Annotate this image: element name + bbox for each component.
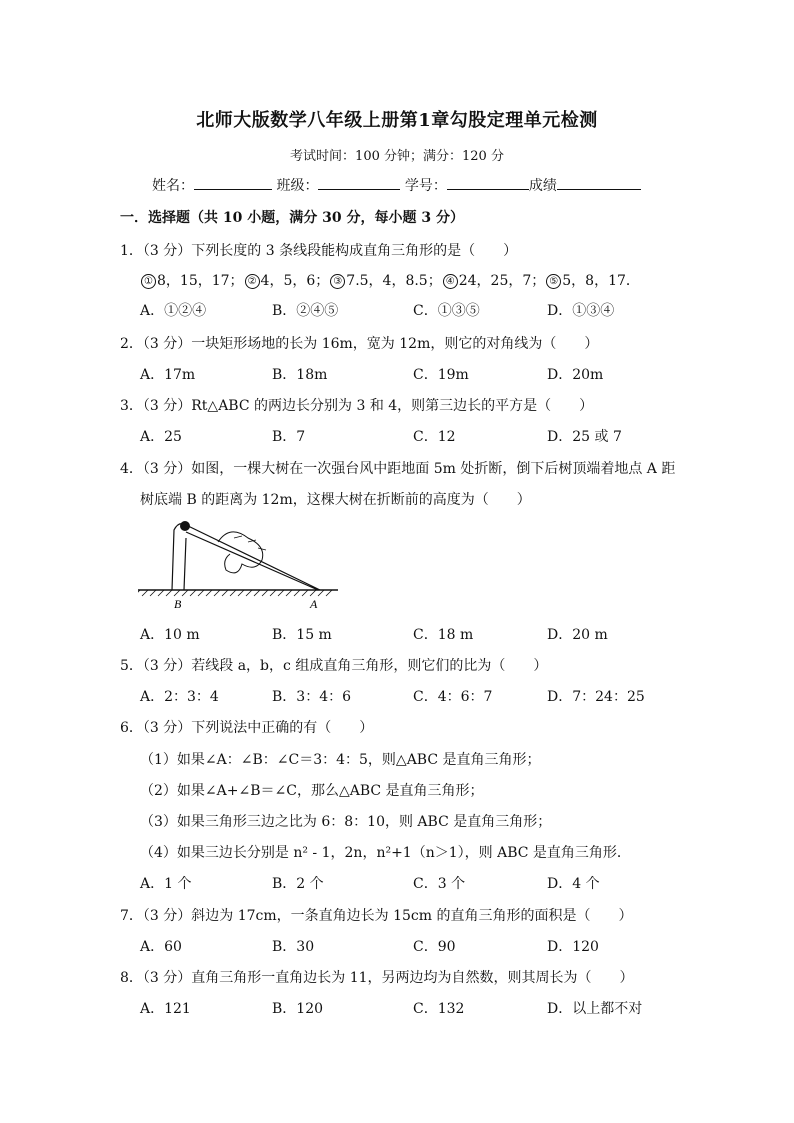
q1-option-b-text: ②④⑤ bbox=[296, 303, 339, 319]
tree-trunk-right bbox=[184, 538, 186, 590]
q5-option-a[interactable]: A．2：3：4 bbox=[140, 689, 219, 705]
q2-option-b[interactable]: B．18m bbox=[272, 367, 328, 383]
q8-option-c[interactable]: C．132 bbox=[413, 1001, 465, 1017]
q1-option-c[interactable] bbox=[413, 300, 480, 320]
q1-option-a-letter: A． bbox=[140, 303, 165, 319]
q4-option-b[interactable]: B．15 m bbox=[272, 627, 332, 643]
q1-option-b-letter: B． bbox=[272, 303, 297, 319]
q7-option-c[interactable]: C．90 bbox=[413, 939, 456, 955]
question-6-item-1: （1）如果∠A：∠B：∠C＝3：4：5，则△ABC 是直角三角形； bbox=[140, 752, 541, 768]
q2-option-a[interactable]: A．17m bbox=[140, 367, 196, 383]
q5-option-c[interactable]: C．4：6：7 bbox=[413, 689, 493, 705]
group-3-marker: ③ bbox=[330, 274, 345, 289]
question-6-item-2: （2）如果∠A+∠B＝∠C，那么△ABC 是直角三角形； bbox=[140, 783, 484, 799]
question-4-stem-cont: 树底端 B 的距离为 12m，这棵大树在折断前的高度为（ ） bbox=[140, 492, 531, 508]
q7-option-d[interactable]: D．120 bbox=[547, 939, 599, 955]
group-2-text: 4，5，6； bbox=[260, 273, 330, 289]
group-4-text: 24，25，7； bbox=[458, 273, 546, 289]
q4-option-d[interactable]: D．20 m bbox=[547, 627, 608, 643]
group-1-marker: ① bbox=[141, 274, 156, 289]
q5-option-d[interactable]: D．7：24：25 bbox=[547, 689, 645, 705]
group-4-marker: ④ bbox=[443, 274, 458, 289]
q6-option-b[interactable]: B．2 个 bbox=[272, 876, 324, 892]
q4-option-c[interactable]: C．18 m bbox=[413, 627, 474, 643]
q6-option-a[interactable]: A．1 个 bbox=[140, 876, 192, 892]
question-6-item-3: （3）如果三角形三边之比为 6：8：10，则 ABC 是直角三角形； bbox=[140, 814, 552, 830]
ground-hatching bbox=[138, 590, 332, 596]
student-id-label: 学号： bbox=[404, 178, 447, 194]
q3-option-b[interactable]: B．7 bbox=[272, 429, 306, 445]
q8-option-a[interactable]: A．121 bbox=[140, 1001, 191, 1017]
q7-option-a[interactable]: A．60 bbox=[140, 939, 182, 955]
q1-option-b[interactable] bbox=[272, 300, 338, 320]
fallen-trunk bbox=[184, 524, 320, 590]
q1-option-c-text: ①③⑤ bbox=[437, 303, 480, 319]
question-2-stem: 2．（3 分）一块矩形场地的长为 16m，宽为 12m，则它的对角线为（ ） bbox=[120, 336, 599, 352]
q1-option-c-letter: C． bbox=[413, 303, 438, 319]
q7-option-b[interactable]: B．30 bbox=[272, 939, 315, 955]
question-6-item-4: （4）如果三边长分别是 n² - 1，2n，n²+1（n＞1），则 ABC 是直角三角形． bbox=[140, 845, 631, 861]
score-label: 成绩 bbox=[528, 178, 557, 194]
student-id-blank[interactable] bbox=[447, 175, 529, 190]
exam-subtitle: 考试时间：100 分钟；满分：120 分 bbox=[290, 149, 504, 164]
q2-option-d[interactable]: D．20m bbox=[547, 367, 604, 383]
q6-option-c[interactable]: C．3 个 bbox=[413, 876, 466, 892]
name-label: 姓名： bbox=[152, 178, 194, 194]
q1-option-a[interactable] bbox=[140, 300, 206, 320]
break-point bbox=[180, 521, 190, 531]
point-a-label: A bbox=[310, 597, 318, 611]
q3-option-a[interactable]: A．25 bbox=[140, 429, 182, 445]
question-3-stem: 3．（3 分）Rt△ABC 的两边长分别为 3 和 4，则第三边长的平方是（ ） bbox=[120, 398, 594, 414]
question-4-stem: 4．（3 分）如图，一棵大树在一次强台风中距地面 5m 处折断，倒下后树顶端着地点 A 距 bbox=[120, 461, 676, 477]
group-2-marker: ② bbox=[245, 274, 260, 289]
question-6-stem: 6．（3 分）下列说法中正确的有（ ） bbox=[120, 720, 374, 736]
q1-option-d-letter: D． bbox=[547, 303, 573, 319]
tree-crown bbox=[218, 532, 263, 573]
tree-trunk-left bbox=[172, 524, 184, 590]
question-5-stem: 5．（3 分）若线段 a，b，c 组成直角三角形，则它们的比为（ ） bbox=[120, 658, 548, 674]
q3-option-d[interactable]: D．25 或 7 bbox=[547, 429, 622, 445]
group-5-marker: ⑤ bbox=[546, 274, 561, 289]
section-heading: 一．选择题（共 10 小题，满分 30 分，每小题 3 分） bbox=[120, 210, 464, 226]
name-blank[interactable] bbox=[194, 175, 272, 190]
q1-option-a-text: ①②④ bbox=[164, 303, 207, 319]
q6-option-d[interactable]: D．4 个 bbox=[547, 876, 600, 892]
group-3-text: 7.5，4，8.5； bbox=[346, 273, 442, 289]
score-blank[interactable] bbox=[557, 175, 641, 190]
page-title: 北师大版数学八年级上册第1章勾股定理单元检测 bbox=[196, 110, 598, 131]
class-label: 班级： bbox=[276, 178, 319, 194]
question-1-groups bbox=[140, 270, 640, 290]
q1-option-d[interactable] bbox=[547, 300, 614, 320]
q8-option-d[interactable]: D．以上都不对 bbox=[547, 1001, 643, 1017]
q1-option-d-text: ①③④ bbox=[572, 303, 615, 319]
broken-tree-figure bbox=[138, 516, 338, 616]
point-b-label: B bbox=[174, 597, 182, 611]
student-info-row bbox=[152, 175, 641, 195]
class-blank[interactable] bbox=[318, 175, 400, 190]
q5-option-b[interactable]: B．3：4：6 bbox=[272, 689, 352, 705]
group-1-text: 8，15，17； bbox=[157, 273, 244, 289]
question-8-stem: 8．（3 分）直角三角形一直角边长为 11，另两边均为自然数，则其周长为（ ） bbox=[120, 970, 634, 986]
q2-option-c[interactable]: C．19m bbox=[413, 367, 469, 383]
question-7-stem: 7．（3 分）斜边为 17cm，一条直角边长为 15cm 的直角三角形的面积是（ ） bbox=[120, 908, 633, 924]
question-1-stem: 1．（3 分）下列长度的 3 条线段能构成直角三角形的是（ ） bbox=[120, 243, 518, 259]
group-5-text: 5，8，17． bbox=[562, 273, 640, 289]
q3-option-c[interactable]: C．12 bbox=[413, 429, 456, 445]
q8-option-b[interactable]: B．120 bbox=[272, 1001, 324, 1017]
q4-option-a[interactable]: A．10 m bbox=[140, 627, 200, 643]
